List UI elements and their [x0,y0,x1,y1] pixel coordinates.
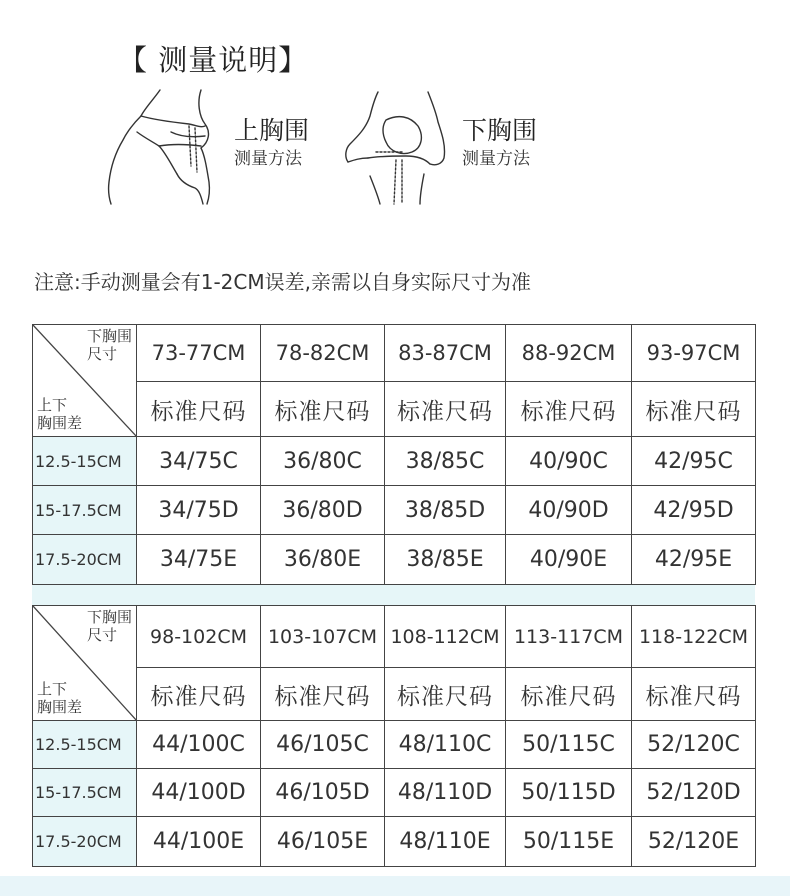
standard-size-label: 标准尺码 [385,382,506,437]
under-bust-caption [462,118,537,168]
upper-bust-illustration [105,86,225,206]
column-header: 108-112CM [385,606,506,668]
size-cell: 34/75E [137,535,261,585]
corner-top-label [87,327,132,363]
table-row [33,535,756,585]
size-cell: 34/75D [137,486,261,535]
size-cell: 40/90E [506,535,632,585]
measurement-note: 注意:手动测量会有1-2CM误差,亲需以自身实际尺寸为准 [34,270,531,294]
table-row [33,817,756,867]
upper-bust-method: 测量方法 [234,149,302,169]
column-header: 98-102CM [137,606,261,668]
size-table-1 [32,324,756,585]
standard-size-label: 标准尺码 [632,382,756,437]
size-cell: 48/110E [385,817,506,867]
corner-top-line-1: 下胸围 [86,327,132,345]
standard-size-label: 标准尺码 [506,382,632,437]
size-cell: 42/95D [632,486,756,535]
size-cell: 50/115E [506,817,632,867]
size-cell: 44/100D [137,769,261,817]
upper-bust-caption [234,118,309,168]
standard-size-label: 标准尺码 [385,668,506,721]
standard-size-label: 标准尺码 [261,382,385,437]
row-label: 17.5-20CM [33,535,137,585]
corner-bottom-line-1: 上下 [37,680,68,698]
row-label: 15-17.5CM [33,769,137,817]
upper-bust-label: 上胸围 [234,116,310,145]
under-bust-method: 测量方法 [462,149,530,169]
corner-top-line-2: 尺寸 [86,626,117,644]
size-cell: 36/80D [261,486,385,535]
size-cell: 44/100E [137,817,261,867]
corner-top-line-1: 下胸围 [86,608,132,626]
size-cell: 52/120D [632,769,756,817]
size-table-2 [32,605,756,867]
under-bust-label: 下胸围 [462,116,538,145]
size-cell: 38/85C [385,437,506,486]
size-cell: 46/105D [261,769,385,817]
size-cell: 46/105C [261,721,385,769]
size-cell: 36/80E [261,535,385,585]
size-cell: 38/85D [385,486,506,535]
corner-bottom-line-2: 胸围差 [37,414,83,432]
under-bust-illustration [340,86,455,206]
table-row [33,769,756,817]
size-cell: 50/115D [506,769,632,817]
row-label: 12.5-15CM [33,721,137,769]
size-cell: 34/75C [137,437,261,486]
size-cell: 52/120C [632,721,756,769]
table-corner-header [33,325,137,437]
size-cell: 44/100C [137,721,261,769]
corner-bottom-label [37,396,82,432]
table-row [33,486,756,535]
row-label: 12.5-15CM [33,437,137,486]
column-header: 113-117CM [506,606,632,668]
size-cell: 48/110D [385,769,506,817]
size-cell: 46/105E [261,817,385,867]
corner-bottom-line-1: 上下 [37,396,68,414]
size-cell: 52/120E [632,817,756,867]
standard-size-label: 标准尺码 [261,668,385,721]
table-divider [32,585,755,605]
column-header: 118-122CM [632,606,756,668]
column-header: 103-107CM [261,606,385,668]
corner-top-label [87,608,132,644]
column-header: 93-97CM [632,325,756,382]
corner-bottom-line-2: 胸围差 [37,698,83,716]
corner-top-line-2: 尺寸 [86,345,117,363]
corner-bottom-label [37,680,82,716]
section-title: 【 测量说明】 [118,43,309,77]
standard-size-label: 标准尺码 [506,668,632,721]
standard-size-label: 标准尺码 [137,382,261,437]
column-header: 83-87CM [385,325,506,382]
table-row [33,721,756,769]
standard-size-label: 标准尺码 [632,668,756,721]
size-cell: 42/95E [632,535,756,585]
size-cell: 40/90D [506,486,632,535]
standard-size-label: 标准尺码 [137,668,261,721]
column-header: 78-82CM [261,325,385,382]
size-cell: 38/85E [385,535,506,585]
bottom-band [0,876,790,896]
size-cell: 48/110C [385,721,506,769]
row-label: 17.5-20CM [33,817,137,867]
row-label: 15-17.5CM [33,486,137,535]
table-row [33,437,756,486]
size-cell: 36/80C [261,437,385,486]
column-header: 88-92CM [506,325,632,382]
size-cell: 50/115C [506,721,632,769]
size-cell: 42/95C [632,437,756,486]
size-cell: 40/90C [506,437,632,486]
table-corner-header [33,606,137,721]
column-header: 73-77CM [137,325,261,382]
